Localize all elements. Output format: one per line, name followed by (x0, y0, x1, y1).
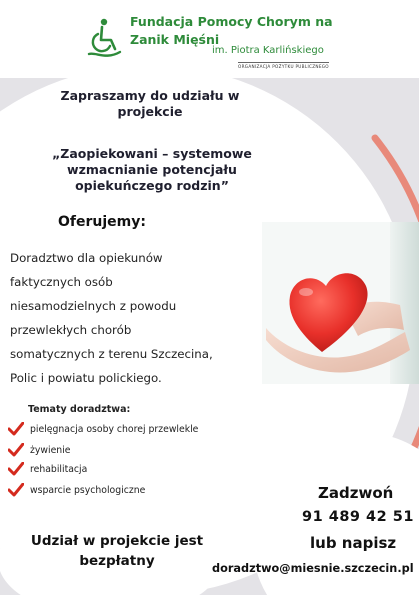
topic-label: pielęgnacja osoby chorej przewlekle (30, 423, 199, 435)
list-item (8, 441, 70, 459)
topic-label: rehabilitacja (30, 463, 88, 475)
topics-title: Tematy doradztwa: (28, 404, 131, 415)
offer-line: przewlekłych chorób (10, 323, 132, 337)
offer-line: Doradztwo dla opiekunów (10, 251, 163, 265)
email-link[interactable]: doradztwo@miesnie.szczecin.pl (212, 562, 414, 575)
checkmark-icon (8, 462, 24, 476)
org-name-line2: Zanik Mięśni (130, 32, 220, 47)
offer-line: Polic i powiatu polickiego. (10, 371, 162, 385)
list-item (8, 420, 198, 438)
project-name: „Zaopiekowani – systemowe wzmacnianie potencjału opiekuńczego rodzin” (52, 146, 252, 193)
invite-heading: Zapraszamy do udziału w projekcie (60, 88, 240, 119)
checkmark-icon (8, 483, 24, 497)
topic-label: wsparcie psychologiczne (30, 484, 146, 496)
checkmark-icon (8, 422, 24, 436)
offer-line: niesamodzielnych z powodu (10, 299, 177, 313)
list-item (8, 481, 145, 499)
call-heading: Zadzwoń (318, 484, 394, 502)
free-line: bezpłatny (79, 553, 155, 569)
offer-title: Oferujemy: (58, 214, 146, 230)
offer-line: faktycznych osób (10, 275, 113, 289)
checkmark-icon (8, 443, 24, 457)
offer-line: somatycznych z terenu Szczecina, (10, 347, 213, 361)
wheelchair-heart-icon (84, 16, 124, 60)
org-name-line1: Fundacja Pomocy Chorym na (130, 14, 333, 29)
write-heading: lub napisz (310, 534, 397, 552)
offer-description (10, 246, 260, 390)
topic-label: żywienie (30, 444, 71, 456)
hands-heart-photo (262, 222, 419, 384)
phone-number[interactable]: 91 489 42 51 (302, 509, 414, 525)
org-name-line3: im. Piotra Karlińskiego (212, 45, 324, 56)
org-tagline: ORGANIZACJA POŻYTKU PUBLICZNEGO (238, 64, 329, 69)
free-participation-note (18, 531, 216, 571)
list-item (8, 460, 87, 478)
free-line: Udział w projekcie jest (30, 533, 204, 549)
